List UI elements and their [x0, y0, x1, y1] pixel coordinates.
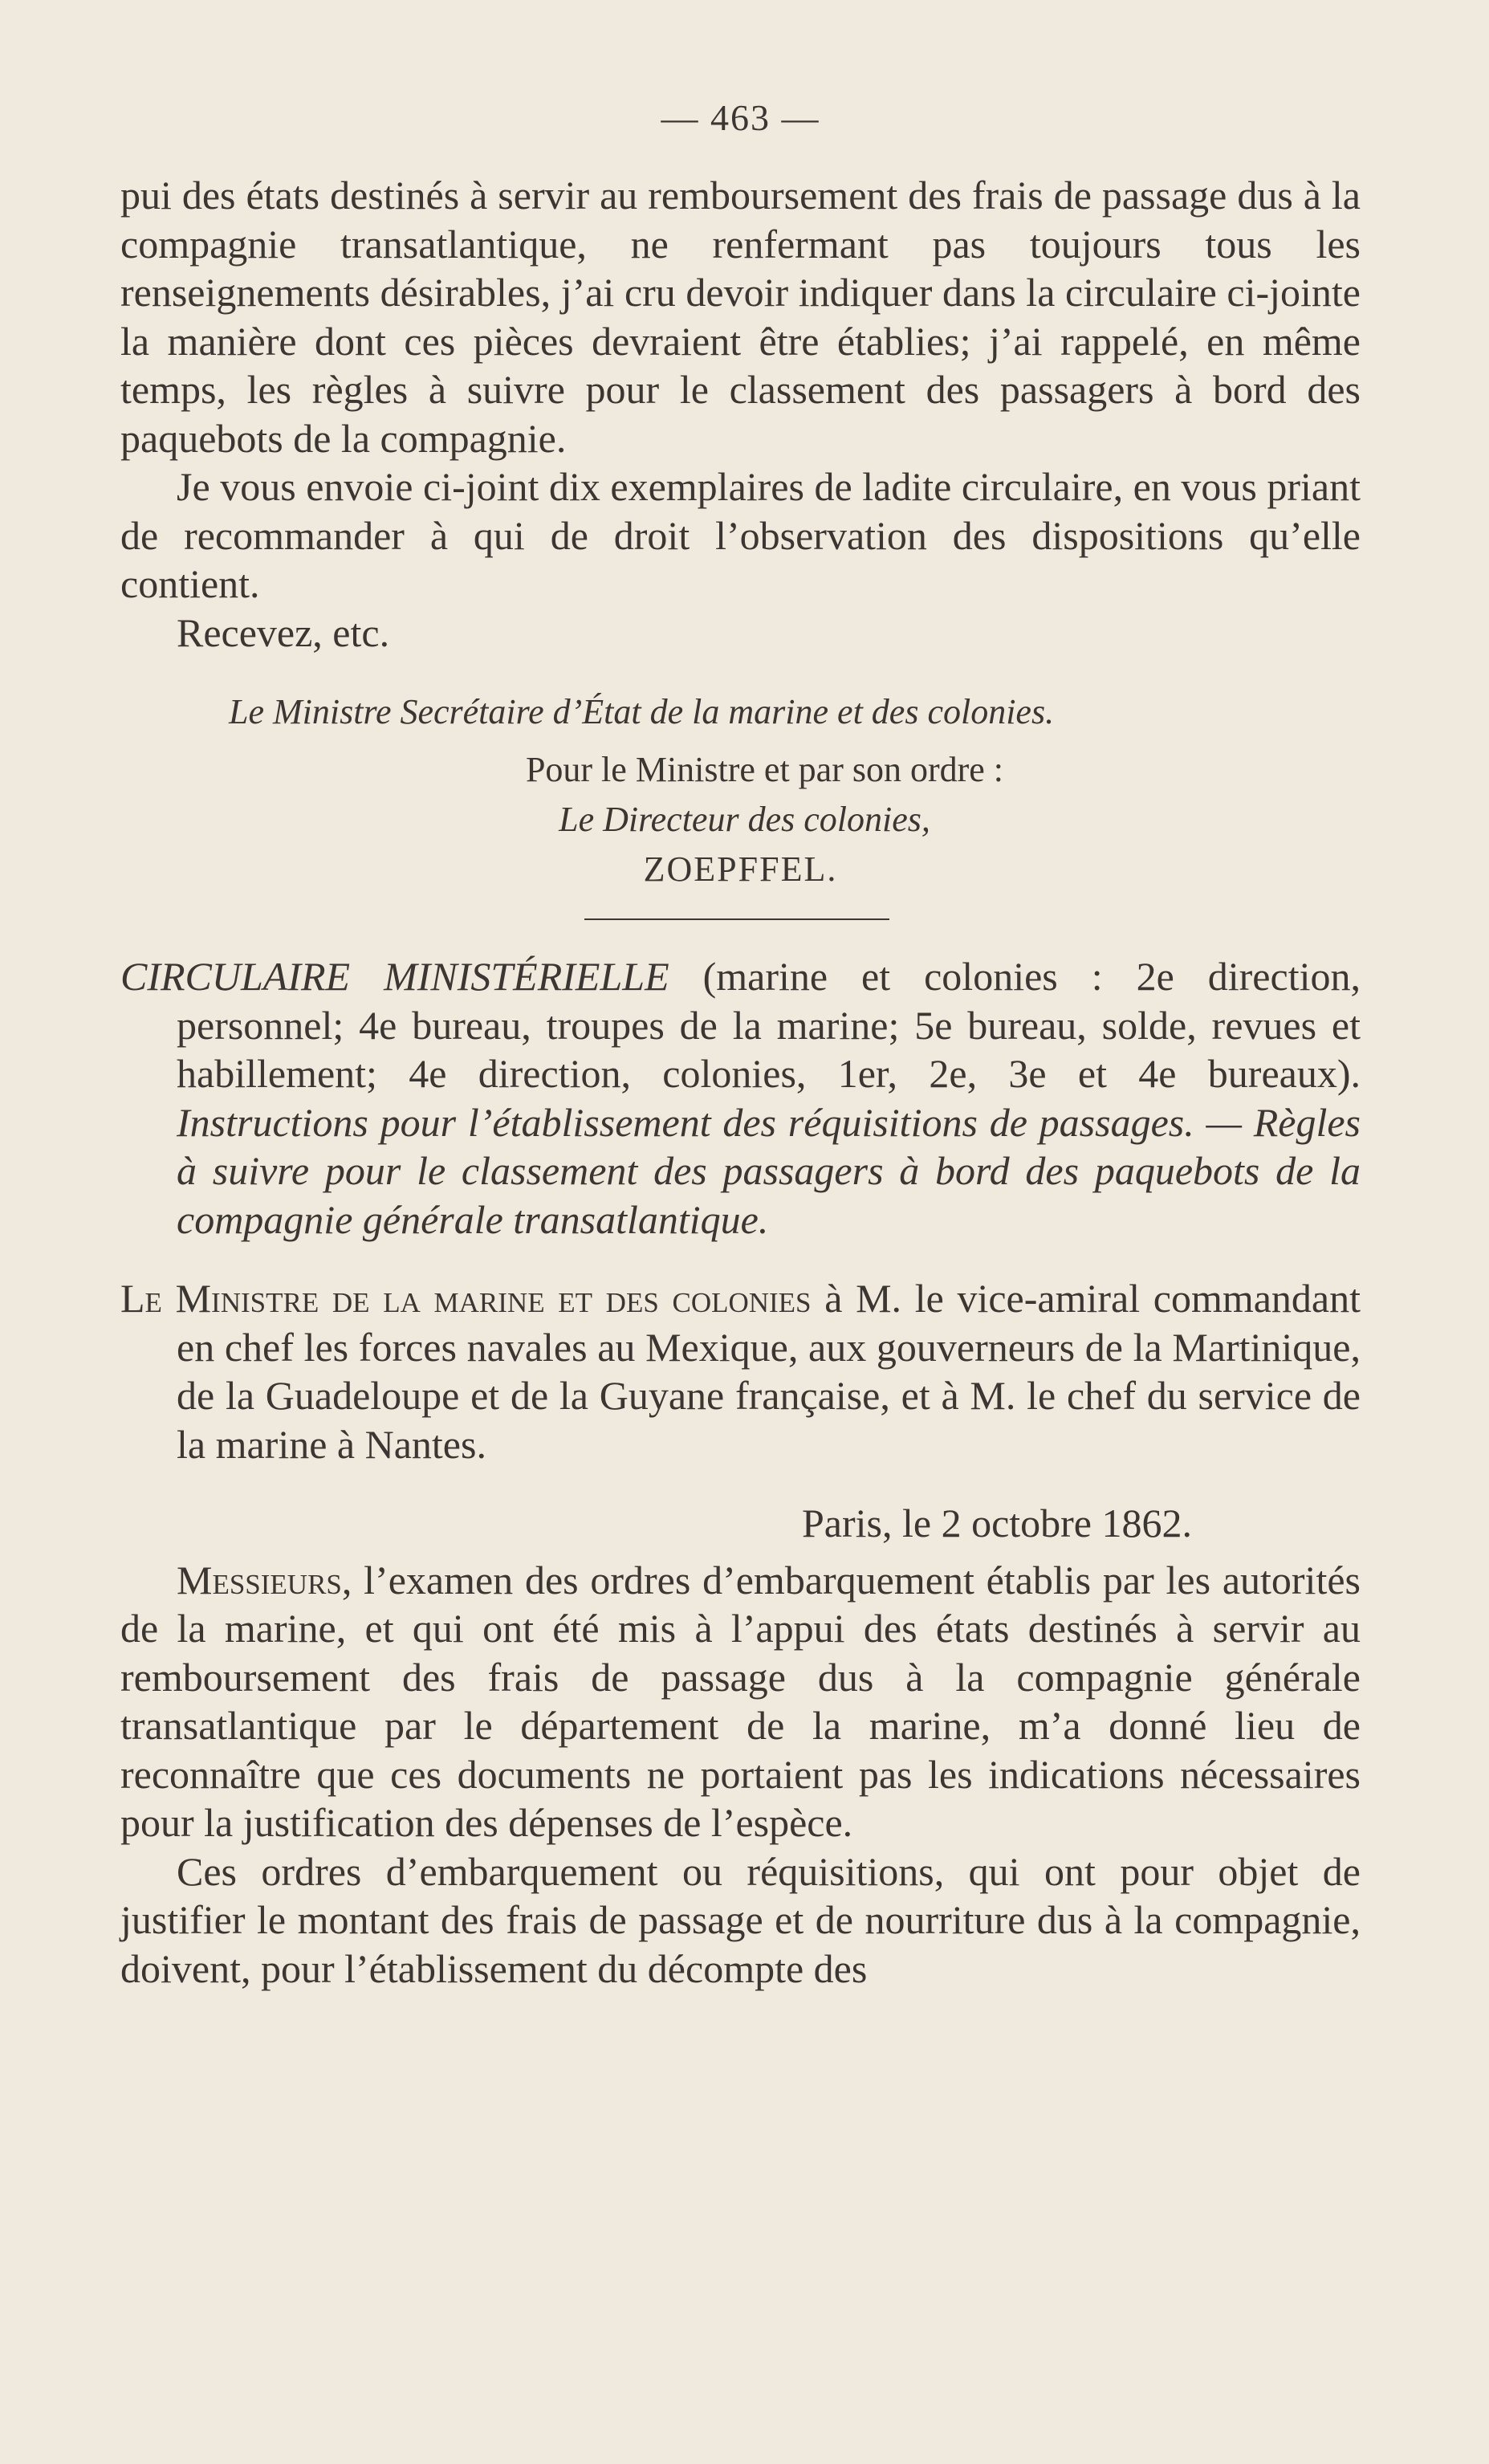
letter-date: Paris, le 2 octobre 1862. [801, 1501, 1192, 1546]
address-recipients: à M. le vice-amiral commandant en chef les forces navales au Mexique, aux gouverneurs de la Martinique, de la Guadeloupe et de la Guyane française, et à M. le chef du service de la marine à Nantes. [177, 1276, 1361, 1467]
circular-heading [120, 952, 1361, 1244]
circular-subject: Instructions pour l’établissement des réquisitions de passages. — Règles à suivre pour le classement des passagers à bord des paquebots de la compagnie générale transatlantique. [177, 1099, 1361, 1242]
signature-order: Pour le Ministre et par son ordre : [525, 750, 1004, 789]
closing-formula: Recevez, etc. [177, 609, 390, 655]
body-paragraph-1 [120, 1556, 1361, 1847]
body-paragraph-2: Ces ordres d’embarquement ou réquisitions, qui ont pour objet de justifier le montant des frais de passage et de nourriture dus à la compagnie, doivent, pour l’établissement du décompte des [120, 1848, 1361, 1991]
page-number: — 463 — [661, 97, 820, 138]
body-paragraph-1-text: , l’examen des ordres d’embarquement établis par les autorités de la marine, et qui ont été mis à l’appui des états destinés à servir au remboursement des frais de passage dus à la compagnie générale transatlantique par le département de la marine, m’a donné lieu de reconnaître que ces documents ne portaient pas les indications nécessaires pour la justification des dépenses de l’espèce. [120, 1557, 1361, 1845]
section-divider [584, 918, 889, 920]
salutation: Messieurs [177, 1557, 342, 1603]
circular-departments: (marine et colonies : 2e direction, personnel; 4e bureau, troupes de la marine; 5e bureau, solde, revues et habillement; 4e direction, colonies, 1er, 2e, 3e et 4e bureaux). [177, 954, 1361, 1096]
document-page [120, 96, 1361, 1993]
signature-name: ZOEPFFEL. [643, 849, 838, 889]
continuation-paragraph: pui des états destinés à servir au remboursement des frais de passage dus à la compagnie transatlantique, ne renfermant pas toujours tous les renseignements désirables, j’ai cru devoir indiquer dans la circulaire ci-jointe la manière dont ces pièces devraient être établies; j’ai rappelé, en même temps, les règles à suivre pour le classement des passagers à bord des paquebots de la compagnie. [120, 173, 1361, 461]
signature-director: Le Directeur des colonies, [559, 800, 930, 839]
address-sender: Le Ministre de la marine et des colonies [120, 1276, 812, 1321]
signature-minister: Le Ministre Secrétaire d’État de la marine et des colonies. [229, 692, 1055, 731]
envoi-paragraph: Je vous envoie ci-joint dix exemplaires de ladite circulaire, en vous priant de recommander à qui de droit l’observation des dispositions qu’elle contient. [120, 464, 1361, 606]
circular-title: CIRCULAIRE MINISTÉRIELLE [120, 954, 669, 999]
address-block [120, 1274, 1361, 1468]
spacer [120, 1244, 1361, 1274]
